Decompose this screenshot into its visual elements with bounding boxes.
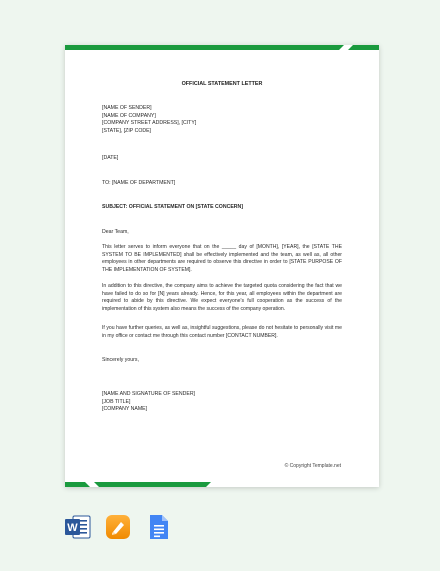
letter-subject: SUBJECT: OFFICIAL STATEMENT ON [STATE CONCERN] bbox=[102, 204, 244, 210]
sender-name: [NAME OF SENDER] bbox=[102, 105, 152, 111]
letter-date: [DATE] bbox=[102, 155, 119, 161]
signature-job-title: [JOB TITLE] bbox=[102, 398, 131, 405]
pages-icon[interactable] bbox=[104, 513, 132, 541]
sender-company: [NAME OF COMPANY] bbox=[102, 112, 156, 119]
letter-closing: Sincerely yours, bbox=[102, 357, 139, 363]
paragraph-1: This letter serves to inform everyone that on the _____ day of [MONTH], [YEAR], the [STATE THE SYSTEM TO BE IMPLEMENTED] shall be effectively implemented and the team, as well as, all other employees in other departments are required to observe this directive in order to [STATE PURPOSE OF THE IMPLEMENTATION OF SYSTEM]. bbox=[102, 244, 342, 273]
letter-title: OFFICIAL STATEMENT LETTER bbox=[181, 81, 263, 87]
word-icon[interactable] bbox=[64, 513, 92, 541]
paragraph-3: If you have further queries, as well as, insightful suggestions, please do not hesitate to personally visit me in my office or contact me through this contact number [CONTACT NUMBER]. bbox=[102, 325, 342, 339]
signature-block bbox=[102, 391, 195, 414]
green-accent-bar-bottom-left bbox=[65, 482, 90, 487]
svg-text:W: W bbox=[67, 522, 78, 534]
signature-company: [COMPANY NAME] bbox=[102, 406, 148, 413]
letter-greeting: Dear Team, bbox=[102, 229, 129, 235]
letter-recipient: TO: [NAME OF DEPARTMENT] bbox=[102, 180, 176, 186]
signature-name: [NAME AND SIGNATURE OF SENDER] bbox=[102, 391, 196, 397]
sender-state-zip: [STATE], [ZIP CODE] bbox=[102, 127, 151, 134]
sender-street: [COMPANY STREET ADDRESS], [CITY] bbox=[102, 120, 197, 127]
paragraph-2: In addition to this directive, the company aims to achieve the targeted quota considering the fact that we have failed to do so for [N] years already. Hence, for this year, all employees within the department are required to abide by this directive. We expect everyone's full cooperation as the success of the implementation of this system also means the success of the company operation. bbox=[102, 283, 342, 312]
google-docs-icon[interactable] bbox=[144, 513, 172, 541]
letter-template-preview bbox=[65, 45, 379, 487]
copyright-text: © Copyright Template.net bbox=[284, 463, 341, 469]
green-accent-bar-top bbox=[65, 45, 344, 50]
sender-block bbox=[102, 105, 196, 135]
green-accent-bar-bottom bbox=[94, 482, 211, 487]
green-accent-bar-top-right bbox=[348, 45, 379, 50]
